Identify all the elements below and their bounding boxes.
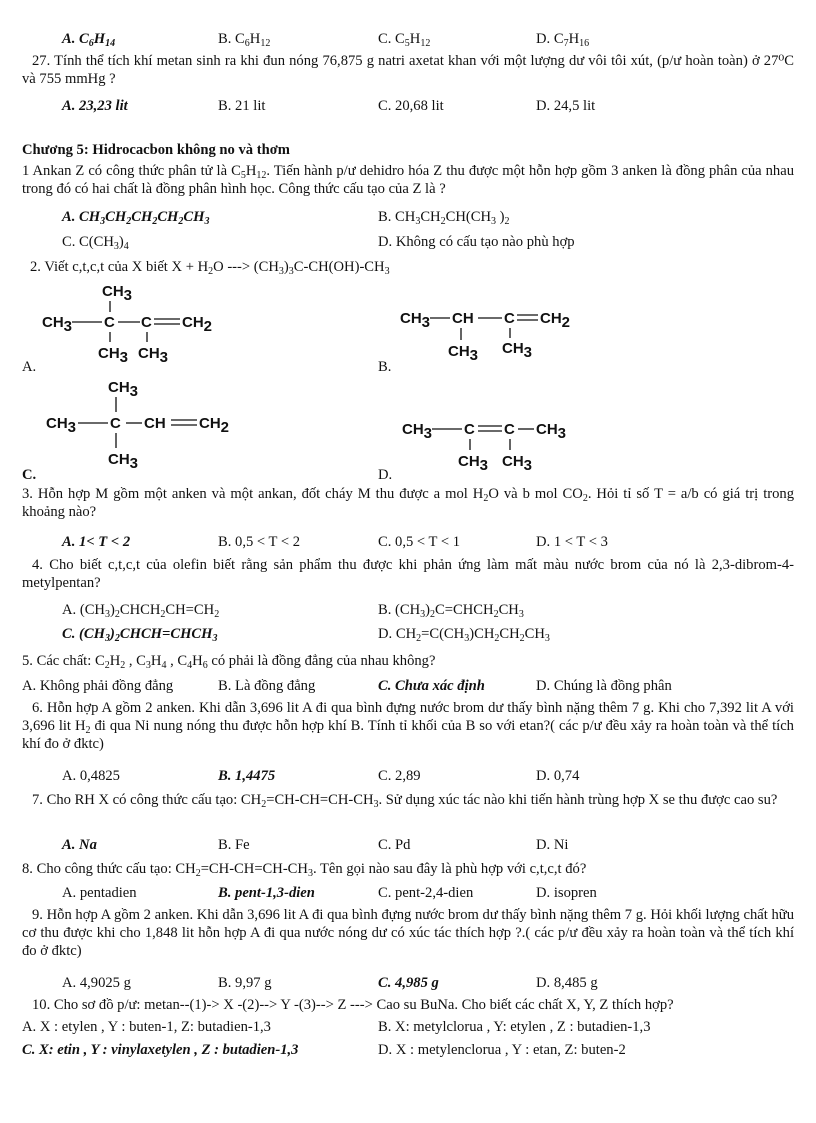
svg-text:C: C (110, 415, 121, 432)
svg-text:CH3: CH3 (138, 345, 169, 366)
q8-stem: 8. Cho công thức cấu tạo: $CH_2=CH-CH=CH-CH_3$. Tên gọi nào sau đây là phù hợp với c,t,c,t đó? (22, 861, 587, 879)
q26-option-d: D. $C_7H_{16}$ (536, 31, 590, 49)
q2-label-a: A. (22, 359, 37, 375)
q8-option-a: A. pentadien (62, 885, 137, 901)
q9-option-d: D. 8,485 g (536, 975, 598, 991)
q8-option-d: D. isopren (536, 885, 597, 901)
svg-text:CH3: CH3 (108, 379, 139, 400)
q7-option-d: D. Ni (536, 837, 569, 853)
q6-option-b: B. 1,4475 (218, 768, 276, 784)
q27-stem: 27. Tính thể tích khí metan sinh ra khi đun nóng 76,875 g natri axetat khan với một lượng dư vôi tôi xút, (p/ư hoàn toàn) ở 27⁰C và 755 mmHg ? (22, 53, 794, 87)
q7-option-a: A. Na (62, 837, 97, 853)
svg-text:CH3: CH3 (448, 343, 479, 364)
q26-option-c: C. $C_5H_{12}$ (378, 31, 431, 49)
q10-option-b: B. X: metylclorua , Y: etylen , Z : butadien-1,3 (378, 1019, 651, 1035)
structure-c (44, 374, 244, 474)
svg-text:CH3: CH3 (458, 453, 489, 474)
q5-stem: 5. Các chất: $C_2H_2$ , $C_3H_4$ , $C_4H_6$ có phải là đồng đẳng của nhau không? (22, 653, 436, 671)
q26-option-b: B. $C_6H_{12}$ (218, 31, 271, 49)
structure-d (400, 412, 590, 476)
q1-stem: 1 Ankan Z có công thức phân tử là $C_5H_{12}$. Tiến hành p/ư dehidro hóa Z thu được một hỗn hợp gồm 3 anken là đồng phân của nhau trong đó có hai chất là đồng phân hình học. Công thức cấu tạo của Z là ? (22, 163, 794, 197)
svg-text:CH3: CH3 (98, 345, 129, 366)
q2-label-c: C. (22, 467, 37, 483)
q4-stem: 4. Cho biết c,t,c,t của olefin biết rằng sản phẩm thu được khi phản ứng làm mất màu nước brom của nó là 2,3-dibrom-4-metylpentan? (22, 557, 794, 591)
svg-text:CH3: CH3 (42, 314, 73, 335)
q7-option-c: C. Pd (378, 837, 411, 853)
q5-option-b: B. Là đồng đẳng (218, 678, 316, 694)
q5-option-a: A. Không phải đồng đẳng (22, 678, 174, 694)
q4-option-c: C. $(CH_3)_2CHCH=CHCH_3$ (62, 626, 218, 644)
q27-option-c: C. 20,68 lit (378, 98, 444, 114)
structure-b (398, 296, 588, 368)
q4-option-a: A. $(CH_3)_2CHCH_2CH=CH_2$ (62, 602, 220, 620)
q3-option-c: C. 0,5 < T < 1 (378, 534, 461, 550)
q3-option-b: B. 0,5 < T < 2 (218, 534, 301, 550)
svg-text:C: C (104, 314, 115, 331)
q26-option-a: A. $C_6H_{14}$ (62, 31, 116, 49)
q10-option-d: D. X : metylenclorua , Y : etan, Z: buten-2 (378, 1042, 626, 1058)
q4-option-d: D. $CH_2=C(CH_3)CH_2CH_2CH_3$ (378, 626, 550, 644)
q6-option-a: A. 0,4825 (62, 768, 120, 784)
q1-option-b: B. $CH_3CH_2CH(CH_3$ )$_2$ (378, 209, 510, 227)
svg-text:CH3: CH3 (46, 415, 77, 436)
q3-option-d: D. 1 < T < 3 (536, 534, 608, 550)
q10-option-a: A. X : etylen , Y : buten-1, Z: butadien-1,3 (22, 1019, 271, 1035)
q2-label-d: D. (378, 467, 393, 483)
q1-option-a: A. $CH_3CH_2CH_2CH_2CH_3$ (62, 209, 210, 227)
q9-option-b: B. 9,97 g (218, 975, 272, 991)
q9-option-c: C. 4,985 g (378, 975, 439, 991)
q6-option-d: D. 0,74 (536, 768, 580, 784)
q3-stem: 3. Hỗn hợp M gồm một anken và một ankan, đốt cháy M thu được a mol $H_2O$ và b mol $CO_2$. Hỏi tỉ số T = a/b có giá trị trong khoảng nào? (22, 486, 794, 520)
svg-text:CH2: CH2 (540, 310, 571, 331)
q5-option-c: C. Chưa xác định (378, 678, 485, 694)
svg-text:CH3: CH3 (108, 451, 139, 472)
svg-text:CH3: CH3 (402, 421, 433, 442)
svg-text:CH3: CH3 (102, 283, 133, 304)
svg-text:CH2: CH2 (182, 314, 213, 335)
q27-option-a: A. 23,23 lit (62, 98, 128, 114)
q3-option-a: A. 1< T < 2 (62, 534, 131, 550)
q6-stem: 6. Hỗn hợp A gồm 2 anken. Khi dẫn 3,696 lit A đi qua bình đựng nước brom dư thấy bình nặng thêm 7 g. Khi cho 7,392 lit A với 3,696 lit $H_2$ đi qua Ni nung nóng thu được hỗn hợp khí B. Tính tỉ khối của B so với etan?( các p/ư đều xảy ra hoàn toàn và thể tích khí đo ở đktc) (22, 700, 794, 752)
q27-option-b: B. 21 lit (218, 98, 266, 114)
svg-text:CH: CH (452, 310, 474, 327)
svg-text:CH3: CH3 (502, 453, 533, 474)
q2-stem: 2. Viết c,t,c,t của X biết $X + H_2O$ ---> $(CH_3)_3C-CH(OH)-CH_3$ (30, 259, 390, 277)
q1-option-d: D. Không có cấu tạo nào phù hợp (378, 234, 575, 250)
svg-text:CH2: CH2 (199, 415, 230, 436)
q7-stem: 7. Cho RH X có công thức cấu tạo: $CH_2=CH-CH=CH-CH_3$. Sử dụng xúc tác nào khi tiến hành trùng hợp X se thu được cao su? (32, 792, 778, 810)
q7-option-b: B. Fe (218, 837, 250, 853)
svg-text:CH3: CH3 (502, 340, 533, 361)
q2-label-b: B. (378, 359, 392, 375)
structure-a (40, 278, 230, 368)
q10-option-c: C. X: etin , Y : vinylaxetylen , Z : butadien-1,3 (22, 1042, 299, 1058)
q9-stem: 9. Hỗn hợp A gồm 2 anken. Khi dẫn 3,696 lit A đi qua bình đựng nước brom dư thấy bình nặng thêm 7 g. Hỏi khối lượng chất hữu cơ thu được khi cho 1,848 lit hỗn hợp A đi qua nước nóng dư có xúc tác thích hợp ?.( các p/ư đều xảy ra hoàn toàn và thể tích khí đo ở đktc) (22, 907, 794, 959)
q27-option-d: D. 24,5 lit (536, 98, 596, 114)
svg-text:C: C (464, 421, 475, 438)
q10-stem: 10. Cho sơ đồ p/ư: metan--(1)-> X -(2)--> Y -(3)--> Z ---> Cao su BuNa. Cho biết các chất X, Y, Z thích hợp? (32, 997, 674, 1013)
q6-option-c: C. 2,89 (378, 768, 421, 784)
q8-option-b: B. pent-1,3-dien (218, 885, 315, 901)
q8-option-c: C. pent-2,4-dien (378, 885, 474, 901)
q5-option-d: D. Chúng là đồng phân (536, 678, 672, 694)
svg-text:CH: CH (144, 415, 166, 432)
svg-text:C: C (504, 421, 515, 438)
chapter-title: Chương 5: Hidrocacbon không no và thơm (22, 142, 290, 158)
q9-option-a: A. 4,9025 g (62, 975, 131, 991)
q1-option-c: C. $C(CH_3)_4$ (62, 234, 129, 252)
svg-text:CH3: CH3 (536, 421, 567, 442)
svg-text:C: C (141, 314, 152, 331)
svg-text:CH3: CH3 (400, 310, 431, 331)
q4-option-b: B. $(CH_3)_2C=CHCH_2CH_3$ (378, 602, 524, 620)
svg-text:C: C (504, 310, 515, 327)
